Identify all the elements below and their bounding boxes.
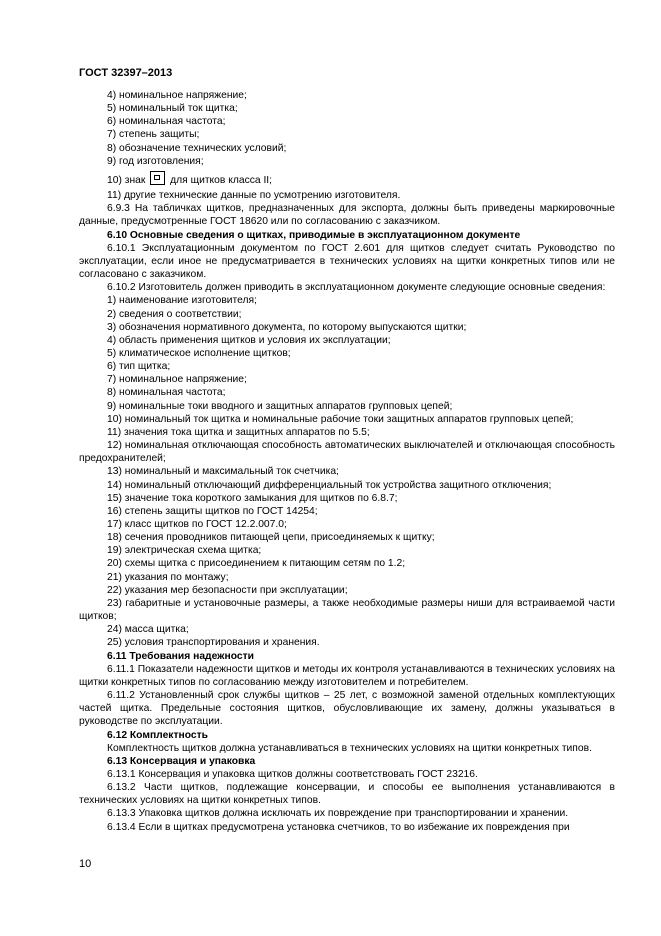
list-item: 19) электрическая схема щитка; — [107, 545, 262, 557]
paragraph: 6.13.1 Консервация и упаковка щитков должны соответствовать ГОСТ 23216. — [107, 768, 478, 780]
section-heading: 6.12 Комплектность — [107, 729, 208, 741]
list-item: 16) степень защиты щитков по ГОСТ 14254; — [107, 505, 318, 517]
list-item: 25) условия транспортирования и хранения. — [107, 637, 320, 649]
paragraph: 6.13.2 Части щитков, подлежащие консервации, и способы ее выполнения устанавливаются в технических условиях на щитки конкретных типов. — [79, 782, 615, 807]
list-item: 8) номинальная частота; — [107, 387, 226, 399]
list-item: 13) номинальный и максимальный ток счетчика; — [107, 466, 339, 478]
section-heading: 6.10 Основные сведения о щитках, приводимые в эксплуатационном документе — [107, 229, 521, 241]
section-heading: 6.11 Требования надежности — [107, 650, 254, 662]
list-item: 6) номинальная частота; — [107, 116, 226, 128]
paragraph: 6.13.4 Если в щитках предусмотрена установка счетчиков, то во избежание их повреждения при — [107, 821, 570, 833]
list-item: 5) номинальный ток щитка; — [107, 103, 238, 115]
document-header: ГОСТ 32397–2013 — [79, 67, 173, 79]
list-item: 7) номинальное напряжение; — [107, 374, 247, 386]
list-item: 4) номинальное напряжение; — [107, 90, 247, 101]
document-body — [79, 89, 615, 834]
section-heading: 6.13 Консервация и упаковка — [107, 755, 256, 767]
list-item: 1) наименование изготовителя; — [107, 295, 257, 307]
page-number: 10 — [79, 858, 92, 870]
list-item: 7) степень защиты; — [107, 129, 200, 141]
paragraph: 6.11.1 Показатели надежности щитков и методы их контроля устанавливаются в технических условиях на щитки конкретных типов по согласованию между изготовителем и потребителем. — [79, 663, 615, 688]
list-item: 4) область применения щитков и условия их эксплуатации; — [107, 334, 391, 346]
list-item: 11) другие технические данные по усмотрению изготовителя. — [107, 190, 401, 202]
list-item: 5) климатическое исполнение щитков; — [107, 347, 291, 359]
paragraph: 6.11.2 Установленный срок службы щитков – 25 лет, с возможной заменой отдельных комплектующих частей щитка. Предельные состояния щитков, обусловливающие их замену, должны указываться в руководстве по эксплуатации. — [79, 690, 615, 728]
paragraph: Комплектность щитков должна устанавливаться в технических условиях на щитки конкретных типов. — [107, 742, 592, 754]
list-item: 18) сечения проводников питающей цепи, присоединяемых к щитку; — [107, 532, 435, 544]
list-item: 9) год изготовления; — [107, 155, 204, 167]
sign-item-prefix: 10) знак — [107, 174, 146, 186]
list-item: 9) номинальные токи вводного и защитных аппаратов групповых цепей; — [107, 400, 453, 412]
list-item: 17) класс щитков по ГОСТ 12.2.007.0; — [107, 519, 287, 530]
list-item: 21) указания по монтажу; — [107, 571, 229, 583]
paragraph: 6.10.1 Эксплуатационным документом по ГОСТ 2.601 для щитков следует считать Руководство по эксплуатации, если иное не предусматривается в технических условиях на щитки конкретных типов или не согласовано с заказчиком. — [79, 242, 615, 281]
list-item: 2) сведения о соответствии; — [107, 308, 242, 320]
paragraph: 6.13.3 Упаковка щитков должна исключать их повреждение при транспортировании и хранении. — [107, 808, 569, 820]
list-item-class-sign — [79, 171, 615, 187]
list-item: 23) габаритные и установочные размеры, а также необходимые размеры ниши для встраиваемой части щитков; — [79, 597, 615, 623]
list-item: 6) тип щитка; — [107, 361, 171, 373]
paragraph: 6.9.3 На табличках щитков, предназначенных для экспорта, должны быть приведены маркировочные данные, предусмотренные ГОСТ 18620 или по согласованию с заказчиком. — [79, 203, 615, 228]
list-item: 12) номинальная отключающая способность автоматических выключателей и отключающая способность предохранителей; — [79, 440, 615, 465]
sign-item-suffix: для щитков класса II; — [170, 174, 273, 186]
list-item: 22) указания мер безопасности при эксплуатации; — [107, 584, 348, 596]
list-item: 15) значение тока короткого замыкания для щитков по 6.8.7; — [107, 492, 398, 504]
list-item: 24) масса щитка; — [107, 624, 189, 636]
list-item: 10) номинальный ток щитка и номинальные рабочие токи защитных аппаратов групповых цепей; — [107, 413, 574, 425]
list-item: 8) обозначение технических условий; — [107, 142, 287, 154]
list-item: 3) обозначения нормативного документа, по которому выпускаются щитки; — [107, 321, 467, 333]
class-ii-sign-icon — [150, 171, 165, 185]
list-item: 11) значения тока щитка и защитных аппаратов по 5.5; — [107, 426, 370, 438]
list-item: 20) схемы щитка с присоединением к питающим сетям по 1.2; — [107, 558, 406, 570]
list-item: 14) номинальный отключающий дифференциальный ток устройства защитного отключения; — [107, 479, 552, 491]
paragraph: 6.10.2 Изготовитель должен приводить в эксплуатационном документе следующие основные сведения: — [107, 282, 606, 294]
